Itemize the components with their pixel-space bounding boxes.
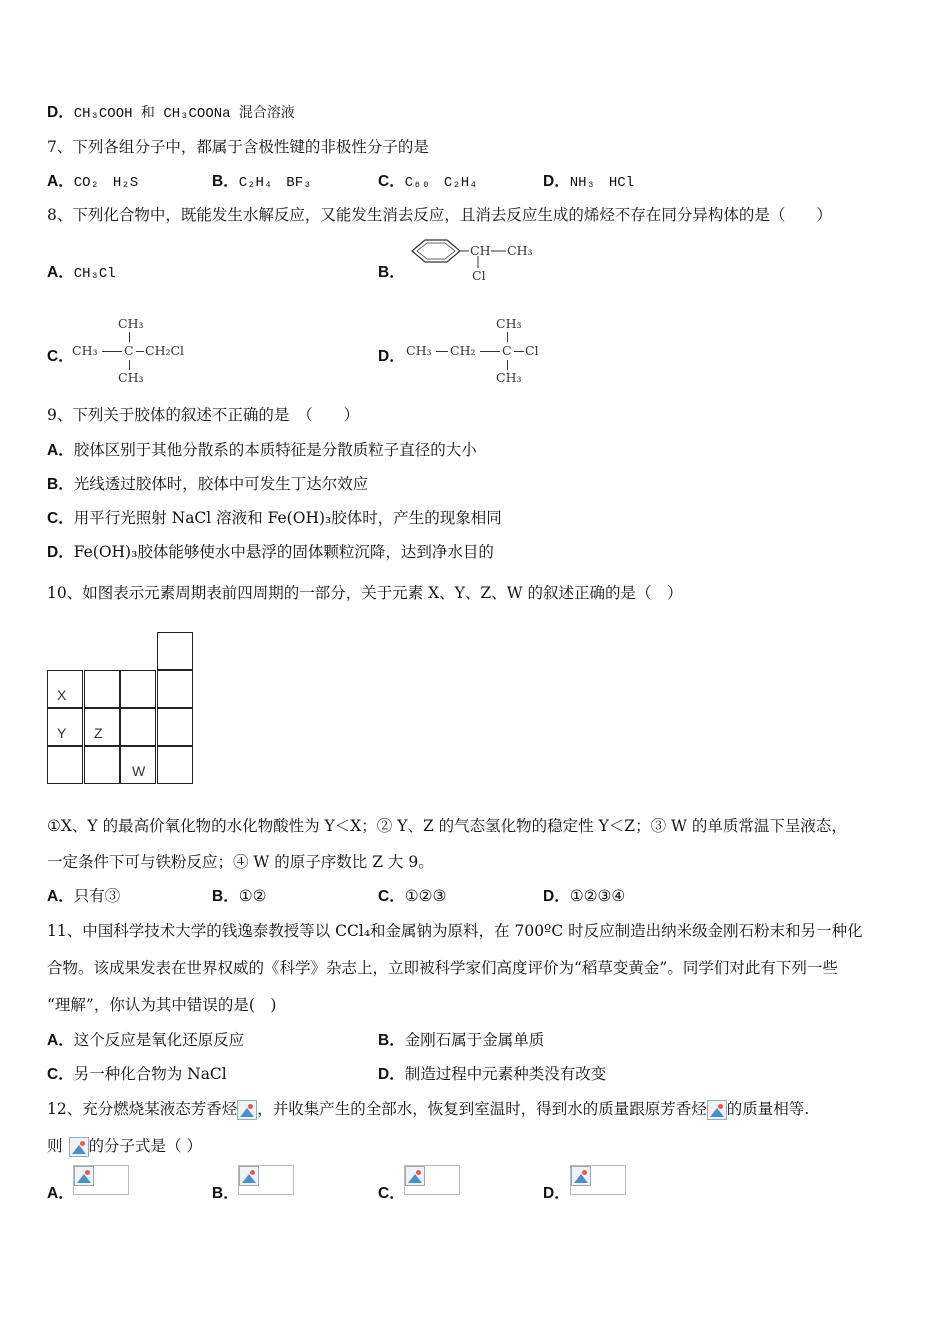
option-text: 金刚石属于金属单质 bbox=[404, 1031, 545, 1049]
table-cell-z bbox=[84, 708, 120, 746]
ch3-bottom: CH₃ bbox=[496, 370, 522, 385]
q11-option-d bbox=[378, 1064, 606, 1085]
option-text: Fe(OH)₃胶体能够使水中悬浮的固体颗粒沉降，达到净水目的 bbox=[73, 543, 494, 561]
element-x: X bbox=[57, 687, 67, 703]
option-label: B． bbox=[47, 476, 74, 493]
option-label: D． bbox=[378, 1066, 405, 1083]
q12-option-b-image bbox=[238, 1165, 294, 1195]
option-text: CO₂ H₂S bbox=[73, 175, 139, 191]
q12-text: 12、充分燃烧某液态芳香烃 bbox=[47, 1100, 238, 1118]
option-label: C． bbox=[47, 348, 74, 365]
q8-option-c-label bbox=[47, 346, 74, 367]
table-cell bbox=[157, 670, 193, 708]
q12-line-2 bbox=[47, 1136, 202, 1157]
option-label: C． bbox=[378, 1185, 405, 1202]
option-text: 制造过程中元素种类没有改变 bbox=[404, 1065, 607, 1083]
option-text: NH₃ HCl bbox=[569, 175, 635, 191]
table-cell bbox=[157, 746, 193, 784]
q12-text: 的质量相等. bbox=[726, 1100, 810, 1118]
q10-option-d bbox=[543, 886, 625, 907]
option-label: A． bbox=[47, 888, 74, 905]
q12-text: 的分子式是（ ） bbox=[88, 1137, 202, 1155]
bond bbox=[136, 351, 144, 352]
option-label: A． bbox=[47, 173, 74, 190]
q10-description-2: 一定条件下可与铁粉反应；④ W 的原子序数比 Z 大 9。 bbox=[47, 853, 434, 871]
q12-option-c-image bbox=[404, 1165, 460, 1195]
option-label: A． bbox=[47, 1185, 74, 1202]
q7-stem: 7、下列各组分子中，都属于含极性键的非极性分子的是 bbox=[47, 138, 429, 156]
option-text: C₂H₄ BF₃ bbox=[238, 175, 312, 191]
q9-option-a bbox=[47, 440, 477, 461]
option-label: C． bbox=[47, 510, 74, 527]
element-z: Z bbox=[94, 725, 103, 741]
q8-stem: 8、下列化合物中，既能发生水解反应，又能发生消去反应，且消去反应生成的烯烃不存在同分异构体的是（ ） bbox=[47, 206, 832, 224]
ch3-left: CH₃ bbox=[72, 343, 98, 358]
option-label: D． bbox=[47, 544, 74, 561]
q11-option-a bbox=[47, 1030, 244, 1051]
option-text: C₆₀ C₂H₄ bbox=[404, 175, 478, 191]
option-label: A． bbox=[47, 264, 74, 281]
q9-option-b bbox=[47, 474, 368, 495]
broken-image-icon bbox=[239, 1166, 259, 1186]
table-cell bbox=[84, 670, 120, 708]
q8-option-b-structure bbox=[402, 231, 542, 286]
table-cell bbox=[84, 746, 120, 784]
q9-stem: 9、下列关于胶体的叙述不正确的是 （ ） bbox=[47, 406, 360, 424]
option-label: D． bbox=[47, 104, 74, 121]
q12-option-a-image bbox=[73, 1165, 129, 1195]
q7-option-d bbox=[543, 171, 634, 193]
ch2-mid: CH₂ bbox=[450, 343, 476, 358]
q12-text: 则 bbox=[47, 1137, 63, 1155]
q10-option-b bbox=[212, 886, 267, 907]
q11-line-3: “理解”，你认为其中错误的是( ) bbox=[47, 996, 277, 1014]
q11-line-2: 合物。该成果发表在世界权威的《科学》杂志上，立即被科学家们高度评价为“稻草变黄金”。同学们对此有下列一些 bbox=[47, 959, 838, 977]
benzene-inner-ring bbox=[417, 243, 455, 259]
q7-option-c bbox=[378, 171, 478, 193]
q7-option-b bbox=[212, 171, 312, 193]
option-label: C． bbox=[378, 173, 405, 190]
broken-image-icon bbox=[69, 1137, 89, 1157]
q10-description-1: ①X、Y 的最高价氧化物的水化物酸性为 Y＜X；② Y、Z 的气态氢化物的稳定性 Y＜Z；③ W 的单质常温下呈液态， bbox=[47, 817, 847, 835]
q12-option-c-label bbox=[378, 1183, 405, 1204]
option-label: B． bbox=[378, 264, 405, 281]
bond bbox=[480, 351, 500, 352]
c-center: C bbox=[502, 343, 512, 358]
option-text: ①② bbox=[238, 887, 267, 905]
option-text: ①②③ bbox=[404, 887, 447, 905]
q7-option-a bbox=[47, 171, 138, 193]
bond bbox=[129, 360, 130, 370]
element-w: W bbox=[132, 763, 146, 779]
q10-option-a bbox=[47, 886, 120, 907]
q8-option-c-structure bbox=[72, 316, 202, 386]
option-label: D． bbox=[543, 1185, 570, 1202]
broken-image-icon bbox=[571, 1166, 591, 1186]
broken-image-icon bbox=[405, 1166, 425, 1186]
option-label: B． bbox=[212, 888, 239, 905]
table-cell bbox=[157, 708, 193, 746]
table-cell bbox=[120, 670, 156, 708]
periodic-table-fragment bbox=[47, 632, 195, 786]
q8-option-d-label bbox=[378, 346, 405, 367]
table-cell-w bbox=[120, 746, 156, 784]
bond bbox=[436, 351, 448, 352]
q8-option-d-structure bbox=[406, 316, 546, 386]
c-center: C bbox=[124, 343, 134, 358]
q12-text: ，并收集产生的全部水，恢复到室温时，得到水的质量跟原芳香烃 bbox=[257, 1100, 707, 1118]
q12-option-d-image bbox=[570, 1165, 626, 1195]
option-text: CH₃COOH 和 CH₃COONa 混合溶液 bbox=[73, 106, 295, 122]
q11-option-c bbox=[47, 1064, 227, 1085]
option-text: 用平行光照射 NaCl 溶液和 Fe(OH)₃胶体时，产生的现象相同 bbox=[73, 509, 502, 527]
bond bbox=[514, 351, 524, 352]
option-text: 这个反应是氧化还原反应 bbox=[73, 1031, 245, 1049]
option-label: D． bbox=[378, 348, 405, 365]
option-label: A． bbox=[47, 1032, 74, 1049]
q12-option-d-label bbox=[543, 1183, 570, 1204]
q12-line-1 bbox=[47, 1099, 809, 1120]
option-label: B． bbox=[212, 173, 239, 190]
ch2cl-right: CH₂Cl bbox=[145, 343, 185, 358]
option-label: C． bbox=[47, 1066, 74, 1083]
q11-line-1: 11、中国科学技术大学的钱逸泰教授等以 CCl₄和金属钠为原料，在 700ºC 时反应制造出纳米级金刚石粉末和另一种化 bbox=[47, 922, 863, 940]
option-label: B． bbox=[378, 1032, 405, 1049]
option-label: A． bbox=[47, 442, 74, 459]
option-text: CH₃Cl bbox=[73, 266, 116, 282]
bond bbox=[102, 351, 122, 352]
option-text: 光线透过胶体时，胶体中可发生丁达尔效应 bbox=[73, 475, 369, 493]
q9-option-d bbox=[47, 542, 494, 563]
ch3-left: CH₃ bbox=[406, 343, 432, 358]
table-cell-y bbox=[47, 708, 83, 746]
cl-atom: Cl bbox=[472, 268, 486, 283]
option-label: D． bbox=[543, 888, 570, 905]
option-text: 另一种化合物为 NaCl bbox=[73, 1065, 227, 1083]
q12-option-a-label bbox=[47, 1183, 74, 1204]
option-text: 只有③ bbox=[73, 887, 121, 905]
option-label: D． bbox=[543, 173, 570, 190]
bond bbox=[507, 332, 508, 342]
q8-option-b-label bbox=[378, 262, 405, 283]
ch-group: CH bbox=[470, 243, 491, 258]
option-label: C． bbox=[378, 888, 405, 905]
option-label: B． bbox=[212, 1185, 239, 1202]
broken-image-icon bbox=[707, 1100, 727, 1120]
q8-option-a bbox=[47, 262, 116, 284]
table-cell bbox=[47, 746, 83, 784]
q9-option-c bbox=[47, 508, 502, 529]
cl-right: Cl bbox=[525, 343, 539, 358]
ch3-top: CH₃ bbox=[496, 316, 522, 331]
option-text: ①②③④ bbox=[569, 887, 626, 905]
q6-option-d bbox=[47, 102, 295, 124]
q10-stem: 10、如图表示元素周期表前四周期的一部分，关于元素 X、Y、Z、W 的叙述正确的是（ ） bbox=[47, 584, 683, 602]
element-y: Y bbox=[57, 725, 67, 741]
bond bbox=[129, 332, 130, 342]
bond bbox=[507, 360, 508, 370]
broken-image-icon bbox=[237, 1100, 257, 1120]
q12-option-b-label bbox=[212, 1183, 239, 1204]
q11-option-b bbox=[378, 1030, 544, 1051]
table-cell-x bbox=[47, 670, 83, 708]
table-cell bbox=[120, 708, 156, 746]
q10-option-c bbox=[378, 886, 446, 907]
ch3-bottom: CH₃ bbox=[118, 370, 144, 385]
option-text: 胶体区别于其他分散系的本质特征是分散质粒子直径的大小 bbox=[73, 441, 477, 459]
ch3-top: CH₃ bbox=[118, 316, 144, 331]
table-cell bbox=[157, 632, 193, 670]
broken-image-icon bbox=[74, 1166, 94, 1186]
ch3-group: CH₃ bbox=[507, 243, 533, 258]
